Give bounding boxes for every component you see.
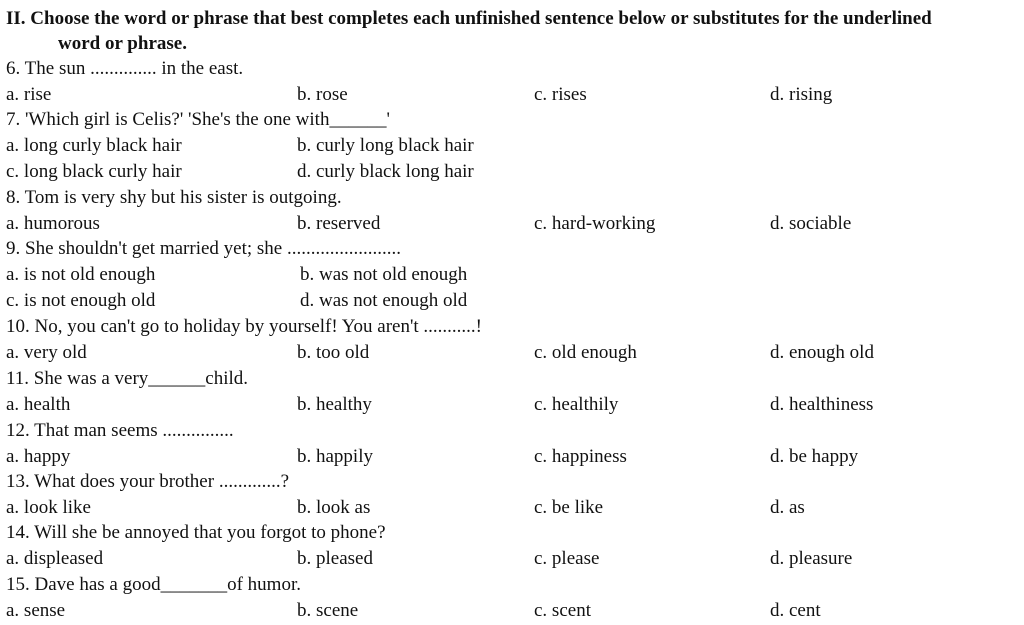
question-12: 12. That man seems ............... xyxy=(6,420,234,441)
question-10-option-a: a. very old xyxy=(6,342,87,363)
question-11-option-d: d. healthiness xyxy=(770,394,874,415)
question-13-option-d: d. as xyxy=(770,497,805,518)
question-7-option-a: a. long curly black hair xyxy=(6,135,182,156)
question-10-option-c: c. old enough xyxy=(534,342,637,363)
question-13-option-a: a. look like xyxy=(6,497,91,518)
section-heading-line-2: word or phrase. xyxy=(58,33,187,54)
question-14-option-c: c. please xyxy=(534,548,600,569)
question-8-option-c: c. hard-working xyxy=(534,213,656,234)
question-6-option-d: d. rising xyxy=(770,84,833,105)
question-6-option-c: c. rises xyxy=(534,84,587,105)
question-8-option-a: a. humorous xyxy=(6,213,100,234)
question-12-option-d: d. be happy xyxy=(770,446,859,467)
question-14-option-b: b. pleased xyxy=(297,548,373,569)
question-15-option-a: a. sense xyxy=(6,600,66,621)
section-heading-line-1: II. Choose the word or phrase that best completes each unfinished sentence below or substitutes for the underlined xyxy=(6,8,932,29)
question-7-option-d: d. curly black long hair xyxy=(297,161,474,182)
question-6: 6. The sun .............. in the east. xyxy=(6,58,244,79)
question-9-option-a: a. is not old enough xyxy=(6,264,156,285)
question-8-option-d: d. sociable xyxy=(770,213,852,234)
question-9-option-d: d. was not enough old xyxy=(300,290,468,311)
question-9: 9. She shouldn't get married yet; she ........................ xyxy=(6,238,401,259)
question-15: 15. Dave has a good_______of humor. xyxy=(6,574,301,595)
question-11-option-c: c. healthily xyxy=(534,394,619,415)
question-9-option-c: c. is not enough old xyxy=(6,290,156,311)
question-15-option-b: b. scene xyxy=(297,600,359,621)
question-13-option-c: c. be like xyxy=(534,497,604,518)
question-7-option-b: b. curly long black hair xyxy=(297,135,474,156)
question-10-option-d: d. enough old xyxy=(770,342,874,363)
question-11-option-b: b. healthy xyxy=(297,394,372,415)
question-10-option-b: b. too old xyxy=(297,342,370,363)
section-heading xyxy=(6,6,1018,56)
question-13: 13. What does your brother .............? xyxy=(6,471,290,492)
question-14-option-a: a. displeased xyxy=(6,548,104,569)
question-7: 7. 'Which girl is Celis?' 'She's the one with______' xyxy=(6,109,390,130)
question-12-option-c: c. happiness xyxy=(534,446,627,467)
question-14: 14. Will she be annoyed that you forgot to phone? xyxy=(6,522,386,543)
question-8-option-b: b. reserved xyxy=(297,213,381,234)
question-10: 10. No, you can't go to holiday by yourself! You aren't ...........! xyxy=(6,316,482,337)
question-6-option-b: b. rose xyxy=(297,84,348,105)
question-13-option-b: b. look as xyxy=(297,497,371,518)
question-8: 8. Tom is very shy but his sister is outgoing. xyxy=(6,187,342,208)
question-15-option-d: d. cent xyxy=(770,600,821,621)
question-12-option-a: a. happy xyxy=(6,446,71,467)
question-15-option-c: c. scent xyxy=(534,600,591,621)
question-6-option-a: a. rise xyxy=(6,84,52,105)
question-14-option-d: d. pleasure xyxy=(770,548,853,569)
question-12-option-b: b. happily xyxy=(297,446,373,467)
question-11: 11. She was a very______child. xyxy=(6,368,249,389)
question-11-option-a: a. health xyxy=(6,394,71,415)
question-9-option-b: b. was not old enough xyxy=(300,264,468,285)
question-7-option-c: c. long black curly hair xyxy=(6,161,182,182)
